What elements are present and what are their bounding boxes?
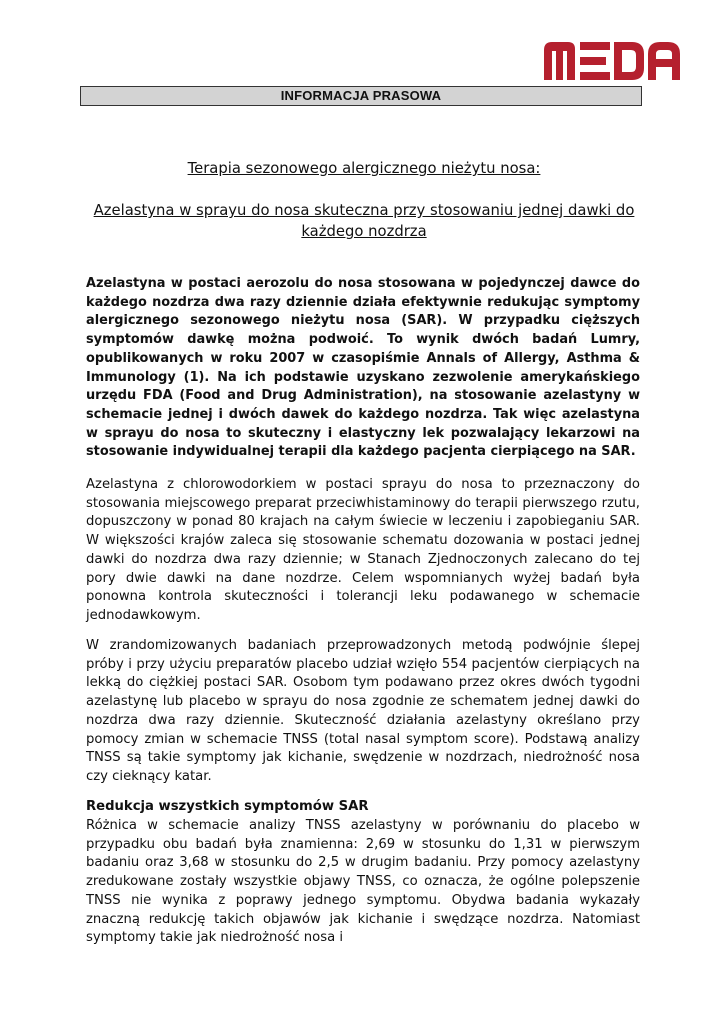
- meda-logo: [544, 42, 680, 80]
- section-heading: Redukcja wszystkich symptomów SAR: [86, 799, 369, 814]
- body-paragraph: W zrandomizowanych badaniach przeprowadzonych metodą podwójnie ślepej próby i przy użyciu preparatów placebo udział wzięło 554 pacjentów cierpiących na lekką do ciężkiej postaci SAR. Osobom tym podawano przez okres dwóch tygodni azelastynę lub placebo w sprayu do nosa zgodnie ze schematem jednej dawki do nozdrza dwa razy dziennie. Skuteczność działania azelastyny określano przy pomocy zmian w schemacie TNSS (total nasal symptom score). Podstawą analizy TNSS są takie symptomy jak kichanie, swędzenie w nozdrzach, niedrożność nosa czy cieknący katar.: [86, 638, 640, 784]
- press-release-banner: INFORMACJA PRASOWA: [80, 86, 642, 106]
- body-paragraph: Różnica w schemacie analizy TNSS azelastyny w porównaniu do placebo w przypadku obu badań była znamienna: 2,69 w stosunku do 1,31 w pierwszym badaniu oraz 3,68 w stosunku do 2,5 w drugim badaniu. Przy pomocy azelastyny zredukowane zostały wszystkie objawy TNSS, co oznacza, że ogólne polepszenie TNSS nie wynika z poprawy jednego symptomu. Obydwa badania wykazały znaczną redukcję takich objawów jak kichanie i swędzące nozdrza. Natomiast symptomy takie jak niedrożność nosa i: [86, 818, 640, 946]
- lead-paragraph: Azelastyna w postaci aerozolu do nosa stosowana w pojedynczej dawce do każdego nozdrza dwa razy dziennie działa efektywnie redukując symptomy alergicznego sezonowego nieżytu nosa (SAR). W przypadku cięższych symptomów dawkę można podwoić. To wynik dwóch badań Lumry, opublikowanych w roku 2007 w czasopiśmie Annals of Allergy, Asthma & Immunology (1). Na ich podstawie uzyskano zezwolenie amerykańskiego urzędu FDA (Food and Drug Administration), na stosowanie azelastyny w schemacie jednej i dwóch dawek do każdego nozdrza. Tak więc azelastyna w sprayu do nosa to skuteczny i elastyczny lek pozwalający lekarzowi na stosowanie indywidualnej terapii dla każdego pacjenta cierpiącego na SAR.: [86, 276, 640, 460]
- document-subtitle: Azelastyna w sprayu do nosa skuteczna przy stosowaniu jednej dawki do każdego nozdrza: [93, 202, 635, 240]
- document-title: Terapia sezonowego alergicznego nieżytu nosa:: [187, 160, 541, 177]
- body-paragraph: Azelastyna z chlorowodorkiem w postaci sprayu do nosa to przeznaczony do stosowania miejscowego preparat przeciwhistaminowy do terapii pierwszego rzutu, dopuszczony w ponad 80 krajach na całym świecie w leczeniu i zapobieganiu SAR. W większości krajów zaleca się stosowanie schematu dozowania w postaci jednej dawki do nozdrza dwa razy dziennie; w Stanach Zjednoczonych zalecano do tej pory dwie dawki na dane nozdrze. Celem wspomnianych wyżej badań była ponowna kontrola skuteczności i tolerancji leku podawanego w schemacie jednodawkowym.: [86, 477, 640, 623]
